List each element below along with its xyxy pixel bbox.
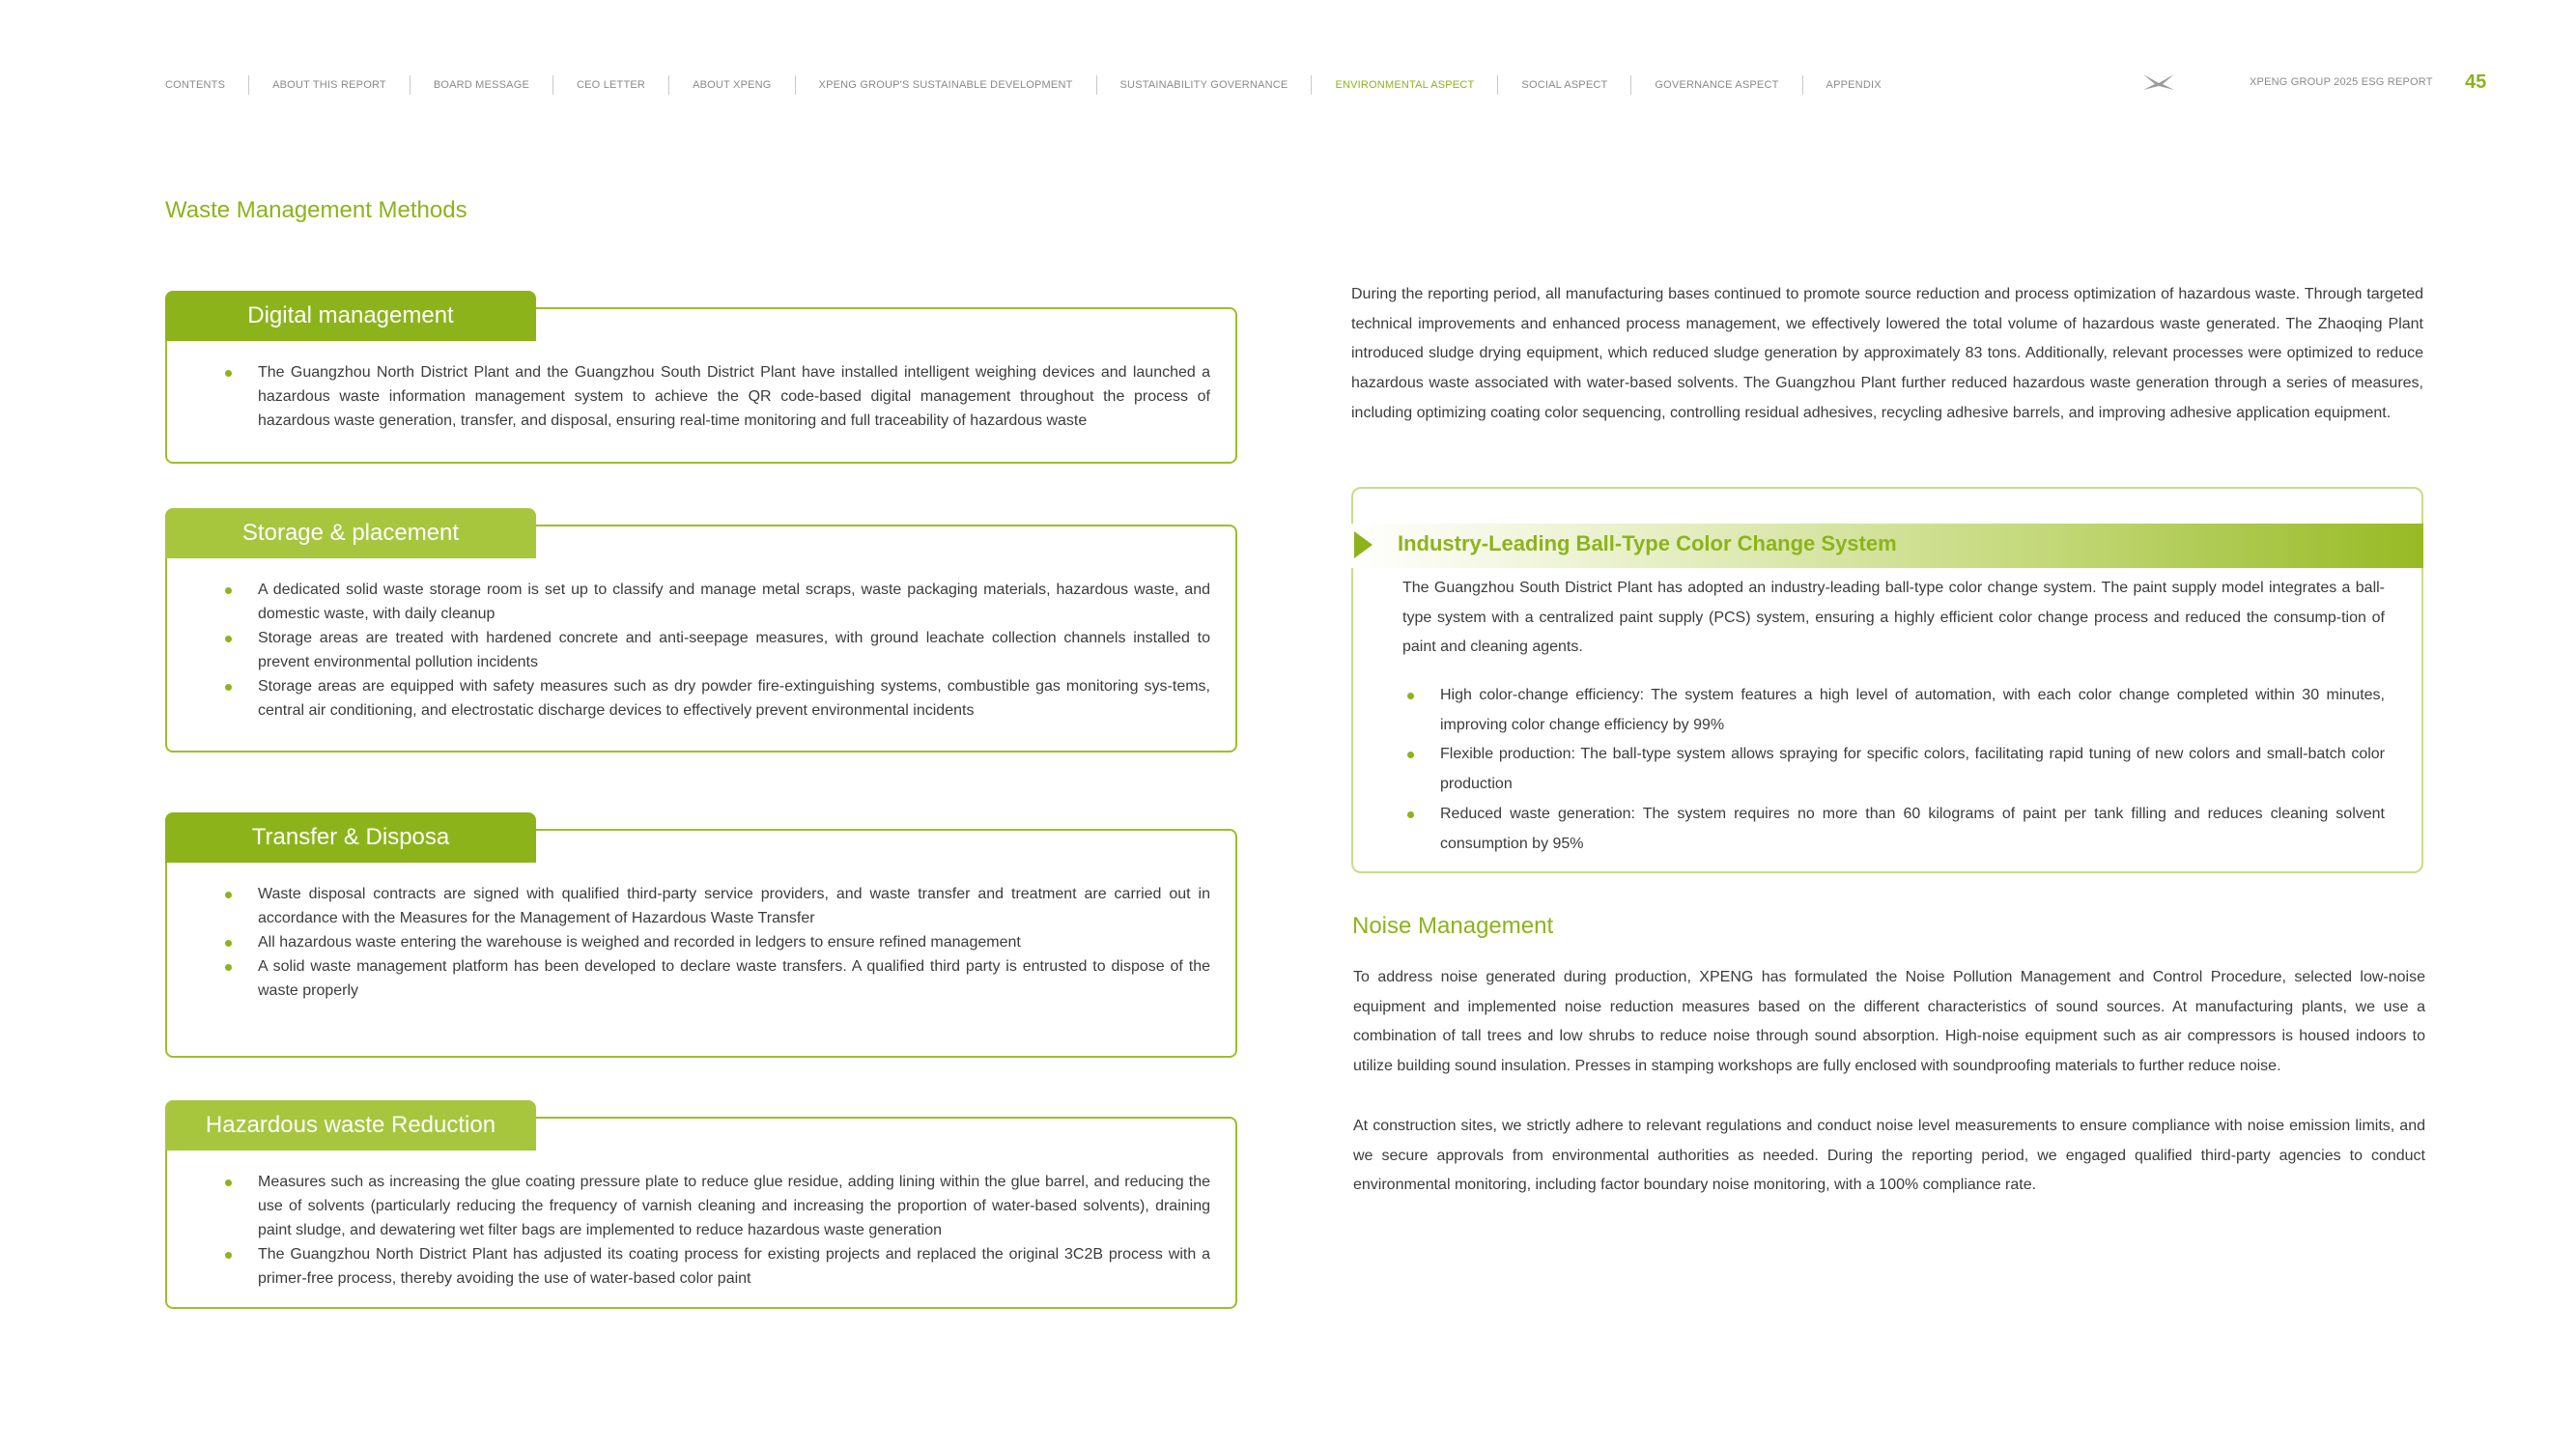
nav-about-this-report[interactable]: ABOUT THIS REPORT bbox=[249, 75, 410, 95]
list-item: Flexible production: The ball-type system allows spraying for specific colors, facilitating rapid tuning of new colors and small-batch color production bbox=[1440, 740, 2385, 799]
storage-placement-card bbox=[165, 525, 1237, 753]
page-number: 45 bbox=[2465, 71, 2487, 93]
nav-environmental-aspect[interactable]: ENVIRONMENTAL ASPECT bbox=[1312, 75, 1498, 95]
nav-sustainable-development[interactable]: XPENG GROUP'S SUSTAINABLE DEVELOPMENT bbox=[796, 75, 1097, 95]
waste-management-title: Waste Management Methods bbox=[165, 197, 467, 223]
list-item: Storage areas are treated with hardened concrete and anti-seepage measures, with ground leachate collection channels installed to prevent environmental pollution incidents bbox=[258, 626, 1210, 674]
triangle-arrow-icon bbox=[1354, 531, 1373, 558]
nav-ceo-letter[interactable]: CEO LETTER bbox=[553, 75, 669, 95]
nav-social-aspect[interactable]: SOCIAL ASPECT bbox=[1498, 75, 1631, 95]
transfer-disposal-tab: Transfer & Disposa bbox=[165, 812, 536, 863]
highlight-list bbox=[1402, 681, 2385, 859]
list-item: A solid waste management platform has been developed to declare waste transfers. A qualified third party is entrusted to dispose of the waste properly bbox=[258, 954, 1210, 1003]
top-navigation bbox=[165, 73, 1905, 97]
highlight-description: The Guangzhou South District Plant has adopted an industry-leading ball-type color change system. The paint supply model integrates a ball-type system with a centralized paint supply (PCS) system, ensuring a highly efficient color change process and reduced the consump-tion of paint and cleaning agents. bbox=[1402, 580, 2385, 656]
transfer-disposal-card bbox=[165, 829, 1237, 1058]
noise-management-title: Noise Management bbox=[1352, 913, 1554, 939]
list-item: Storage areas are equipped with safety measures such as dry powder fire-extinguishing systems, combustible gas monitoring sys-tems, central air conditioning, and electrostatic discharge devices to effectively prevent environmental incidents bbox=[258, 674, 1210, 723]
nav-board-message[interactable]: BOARD MESSAGE bbox=[410, 75, 553, 95]
report-title: XPENG GROUP 2025 ESG REPORT bbox=[2250, 76, 2433, 88]
noise-paragraph-2: At construction sites, we strictly adhere to relevant regulations and conduct noise level measurements to ensure compliance with noise emission limits, and we secure approvals from environmental authorities as needed. During the reporting period, we engaged qualified third-party agencies to conduct environmental monitoring, including factor boundary noise monitoring, with a 100% compliance rate. bbox=[1353, 1118, 2425, 1194]
nav-appendix[interactable]: APPENDIX bbox=[1826, 79, 1882, 91]
noise-paragraph-1: To address noise generated during production, XPENG has formulated the Noise Pollution Management and Control Procedure, selected low-noise equipment and implemented noise reduction measures based on the different characteristics of sound sources. At manufacturing plants, we use a combination of tall trees and low shrubs to reduce noise through sound absorption. High-noise equipment such as air compressors is housed indoors to utilize building sound insulation. Presses in stamping workshops are fully enclosed with soundproofing materials to further reduce noise. bbox=[1353, 969, 2425, 1075]
storage-placement-tab: Storage & placement bbox=[165, 508, 536, 558]
list-item: Reduced waste generation: The system requires no more than 60 kilograms of paint per tank filling and reduces cleaning solvent consumption by 95% bbox=[1440, 800, 2385, 859]
list-item: Measures such as increasing the glue coating pressure plate to reduce glue residue, adding lining within the glue barrel, and reducing the use of solvents (particularly reducing the frequency of varnish cleaning and increasing the proportion of water-based solvents), draining paint sludge, and dewatering wet filter bags are implemented to reduce hazardous waste generation bbox=[258, 1170, 1210, 1242]
nav-contents[interactable]: CONTENTS bbox=[165, 75, 249, 95]
list-item: All hazardous waste entering the warehouse is weighed and recorded in ledgers to ensure refined management bbox=[258, 930, 1210, 954]
nav-sustainability-governance[interactable]: SUSTAINABILITY GOVERNANCE bbox=[1097, 75, 1313, 95]
nav-governance-aspect[interactable]: GOVERNANCE ASPECT bbox=[1631, 75, 1802, 95]
list-item: Waste disposal contracts are signed with qualified third-party service providers, and waste transfer and treatment are carried out in accordance with the Measures for the Management of Hazardous Waste Transfer bbox=[258, 882, 1210, 930]
xpeng-logo-icon bbox=[2142, 72, 2175, 92]
hazardous-waste-reduction-tab: Hazardous waste Reduction bbox=[165, 1100, 536, 1151]
list-item: A dedicated solid waste storage room is set up to classify and manage metal scraps, waste packaging materials, hazardous waste, and domestic waste, with daily cleanup bbox=[258, 578, 1210, 626]
digital-management-tab: Digital management bbox=[165, 291, 536, 341]
nav-about-xpeng[interactable]: ABOUT XPENG bbox=[669, 75, 795, 95]
list-item: The Guangzhou North District Plant has adjusted its coating process for existing projects and replaced the original 3C2B process with a primer-free process, thereby avoiding the use of water-based color paint bbox=[258, 1242, 1210, 1291]
intro-paragraph: During the reporting period, all manufacturing bases continued to promote source reduction and process optimization of hazardous waste. Through targeted technical improvements and enhanced process management, we effectively lowered the total volume of hazardous waste generated. The Zhaoqing Plant introduced sludge drying equipment, which reduced sludge generation by approximately 83 tons. Additionally, relevant processes were optimized to reduce hazardous waste associated with water-based solvents. The Guangzhou Plant further reduced hazardous waste generation through a series of measures, including optimizing coating color sequencing, controlling residual adhesives, recycling adhesive barrels, and improving adhesive application equipment. bbox=[1351, 286, 2423, 421]
highlight-title: Industry-Leading Ball-Type Color Change System bbox=[1398, 531, 1897, 555]
list-item: The Guangzhou North District Plant and the Guangzhou South District Plant have installed intelligent weighing devices and launched a hazardous waste information management system to achieve the QR code-based digital management throughout the process of hazardous waste generation, transfer, and disposal, ensuring real-time monitoring and full traceability of hazardous waste bbox=[258, 360, 1210, 433]
list-item: High color-change efficiency: The system features a high level of automation, with each color change completed within 30 minutes, improving color change efficiency by 99% bbox=[1440, 681, 2385, 740]
